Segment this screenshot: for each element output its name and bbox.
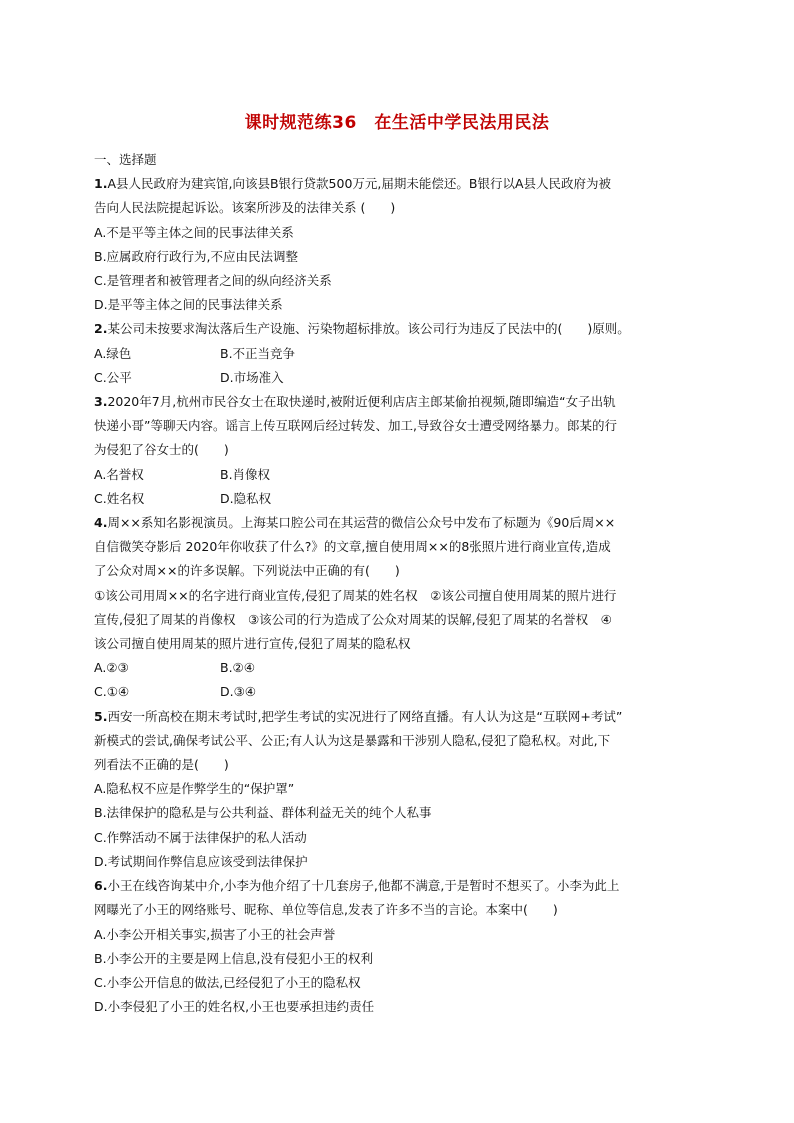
question-stem-line: 自信微笑夺影后 2020年你收获了什么?》的文章,擅自使用周××的8张照片进行商业宣传,造成	[94, 539, 611, 555]
option-row	[94, 463, 704, 487]
answer-option: D.市场准入	[220, 369, 284, 385]
question-6	[94, 874, 704, 1019]
answer-option: C.作弊活动不属于法律保护的私人活动	[94, 829, 307, 845]
question-stem-line: 网曝光了小王的网络账号、昵称、单位等信息,发表了许多不当的言论。本案中( )	[94, 902, 558, 918]
question-stem-line: 告向人民法院提起诉讼。该案所涉及的法律关系 ( )	[94, 200, 396, 216]
question-stem-line: 2.某公司未按要求淘汰落后生产设施、污染物超标排放。该公司行为违反了民法中的( )原则。	[94, 321, 630, 337]
answer-option: A.不是平等主体之间的民事法律关系	[94, 224, 294, 240]
answer-option: C.①④	[94, 684, 130, 700]
answer-option: C.公平	[94, 369, 132, 385]
answer-option: A.隐私权不应是作弊学生的“保护罩”	[94, 781, 295, 797]
answer-option: D.考试期间作弊信息应该受到法律保护	[94, 853, 308, 869]
section-heading: 一、选择题	[94, 152, 157, 167]
question-stem-line: 5.西安一所高校在期末考试时,把学生考试的实况进行了网络直播。有人认为这是“互联网+考试”	[94, 708, 623, 724]
question-5	[94, 705, 704, 874]
answer-option: A.②③	[94, 660, 129, 676]
question-number: 4.	[94, 515, 108, 531]
page-title: 课时规范练36 在生活中学民法用民法	[244, 113, 550, 133]
question-number: 5.	[94, 708, 108, 724]
question-number: 1.	[94, 176, 108, 192]
answer-option: B.肖像权	[220, 466, 271, 482]
option-row	[94, 366, 704, 390]
answer-option: D.是平等主体之间的民事法律关系	[94, 297, 283, 313]
question-stem-line: 新模式的尝试,确保考试公平、公正;有人认为这是暴露和干涉别人隐私,侵犯了隐私权。对此,下	[94, 732, 611, 748]
answer-option: B.法律保护的隐私是与公共利益、群体利益无关的纯个人私事	[94, 805, 432, 821]
answer-option: C.姓名权	[94, 490, 145, 506]
answer-option: B.小李公开的主要是网上信息,没有侵犯小王的权利	[94, 950, 374, 966]
question-stem-line: 了公众对周××的许多误解。下列说法中正确的有( )	[94, 563, 400, 579]
answer-option: B.②④	[220, 660, 255, 676]
answer-option: A.小李公开相关事实,损害了小王的社会声誉	[94, 926, 336, 942]
question-number: 3.	[94, 394, 108, 410]
question-stem-line: 为侵犯了谷女士的( )	[94, 442, 229, 458]
answer-option: A.绿色	[94, 345, 132, 361]
question-stem-line: 快递小哥”等聊天内容。谣言上传互联网后经过转发、加工,导致谷女士遭受网络暴力。郎某的行	[94, 418, 617, 434]
question-number: 6.	[94, 878, 108, 894]
answer-option: A.名誉权	[94, 466, 144, 482]
question-stem-line: 宣传,侵犯了周某的肖像权 ③该公司的行为造成了公众对周某的误解,侵犯了周某的名誉权 ④	[94, 611, 612, 627]
question-number: 2.	[94, 321, 108, 337]
answer-option: B.应属政府行政行为,不应由民法调整	[94, 248, 299, 264]
answer-option: B.不正当竞争	[220, 345, 296, 361]
option-row	[94, 487, 704, 511]
question-stem-line: 列看法不正确的是( )	[94, 757, 229, 773]
question-stem-line: 该公司擅自使用周某的照片进行宣传,侵犯了周某的隐私权	[94, 636, 411, 652]
question-stem-line: ①该公司用周××的名字进行商业宣传,侵犯了周某的姓名权 ②该公司擅自使用周某的照片进行	[94, 587, 617, 603]
answer-option: D.隐私权	[220, 490, 272, 506]
option-row	[94, 342, 704, 366]
answer-option: D.③④	[220, 684, 257, 700]
question-1	[94, 172, 704, 317]
question-stem-line: 1.A县人民政府为建宾馆,向该县B银行贷款500万元,届期未能偿还。B银行以A县人民政府为被	[94, 176, 612, 192]
question-2	[94, 317, 704, 390]
question-stem-line: 3.2020年7月,杭州市民谷女士在取快递时,被附近便利店店主郎某偷拍视频,随即编造“女子出轨	[94, 394, 616, 410]
question-stem-line: 6.小王在线咨询某中介,小李为他介绍了十几套房子,他都不满意,于是暂时不想买了。小李为此上	[94, 878, 620, 894]
answer-option: D.小李侵犯了小王的姓名权,小王也要承担违约责任	[94, 999, 375, 1015]
option-row	[94, 656, 704, 680]
question-3	[94, 390, 704, 511]
option-row	[94, 680, 704, 704]
answer-option: C.小李公开信息的做法,已经侵犯了小王的隐私权	[94, 974, 361, 990]
question-4	[94, 511, 704, 705]
question-list	[94, 148, 704, 1019]
answer-option: C.是管理者和被管理者之间的纵向经济关系	[94, 273, 332, 289]
question-stem-line: 4.周××系知名影视演员。上海某口腔公司在其运营的微信公众号中发布了标题为《90后周××	[94, 515, 616, 531]
